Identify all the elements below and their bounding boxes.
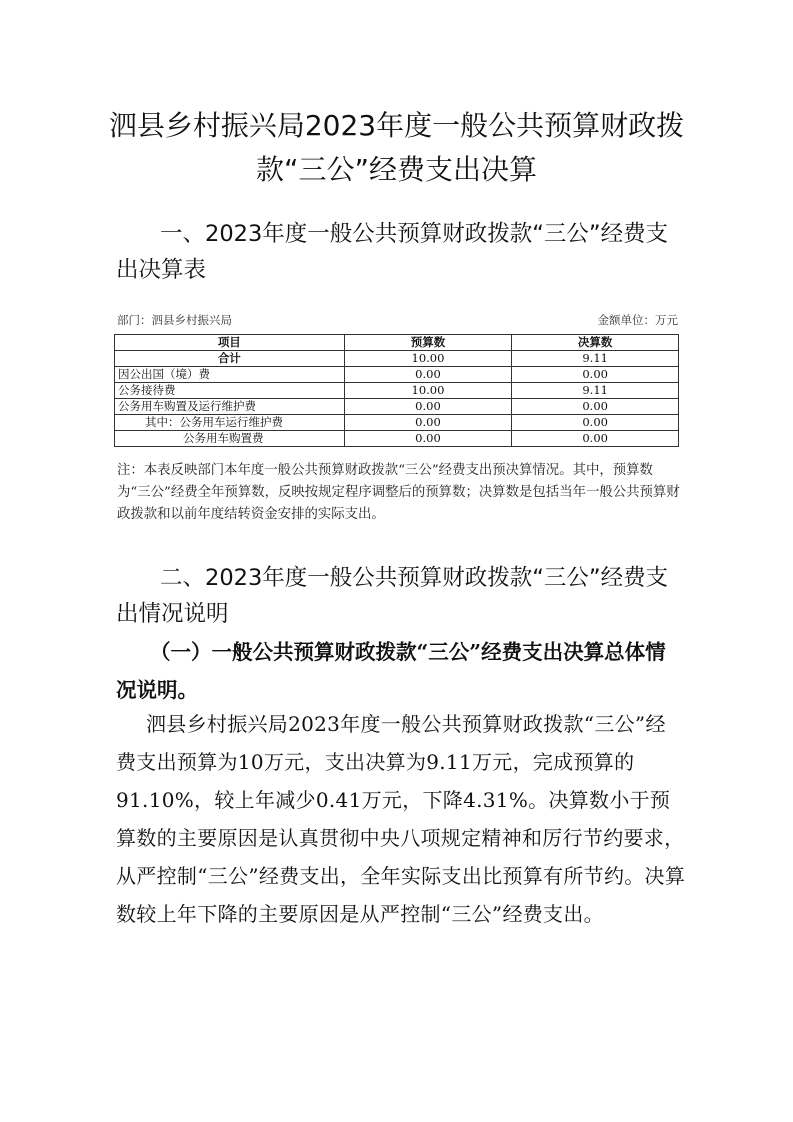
- row-final: 0.00: [512, 415, 679, 431]
- table-note: 注：本表反映部门本年度一般公共预算财政拨款“三公”经费支出预决算情况。其中，预算数为“三公”经费全年预算数，反映按规定程序调整后的预算数；决算数是包括当年一般公共预算财政拨款和以前年度结转资金安排的实际支出。: [117, 463, 680, 522]
- row-final: 0.00: [512, 399, 679, 415]
- header-item: 项目: [115, 335, 345, 351]
- table-row: [115, 367, 679, 383]
- table-row: [115, 415, 679, 431]
- row-budget: 0.00: [344, 415, 512, 431]
- budget-table: [114, 334, 679, 447]
- row-budget: 10.00: [344, 351, 512, 367]
- row-item: 合计: [115, 351, 345, 367]
- table-row: [115, 431, 679, 447]
- row-item: 因公出国（境）费: [115, 367, 345, 383]
- subsection1-heading: （一）一般公共预算财政拨款“三公”经费支出决算总体情况说明。: [116, 640, 666, 702]
- table-unit: 金额单位：万元: [597, 313, 678, 327]
- document-title: 泗县乡村振兴局2023年度一般公共预算财政拨款“三公”经费支出决算: [108, 109, 685, 186]
- header-budget: 预算数: [344, 335, 512, 351]
- body-paragraph: 泗县乡村振兴局2023年度一般公共预算财政拨款“三公”经费支出预算为10万元，支出决算为9.11万元，完成预算的91.10%，较上年减少0.41万元，下降4.31%。决算数小于预算数的主要原因是认真贯彻中央八项规定精神和厉行节约要求，从严控制“三公”经费支出，全年实际支出比预算有所节约。决算数较上年下降的主要原因是从严控制“三公”经费支出。: [116, 712, 686, 926]
- row-budget: 10.00: [344, 383, 512, 399]
- section2-heading: 二、2023年度一般公共预算财政拨款“三公”经费支出情况说明: [116, 565, 669, 627]
- row-item: 公务接待费: [115, 383, 345, 399]
- row-final: 0.00: [512, 367, 679, 383]
- table-row: [115, 383, 679, 399]
- table-row: [115, 399, 679, 415]
- table-header-row: [115, 335, 679, 351]
- row-item: 公务用车购置费: [115, 431, 345, 447]
- table-department: 部门：泗县乡村振兴局: [117, 313, 232, 327]
- row-final: 9.11: [512, 383, 679, 399]
- row-final: 0.00: [512, 431, 679, 447]
- row-budget: 0.00: [344, 367, 512, 383]
- row-budget: 0.00: [344, 431, 512, 447]
- row-item: 其中：公务用车运行维护费: [115, 415, 345, 431]
- row-final: 9.11: [512, 351, 679, 367]
- table-row: [115, 351, 679, 367]
- row-budget: 0.00: [344, 399, 512, 415]
- header-final: 决算数: [512, 335, 679, 351]
- row-item: 公务用车购置及运行维护费: [115, 399, 345, 415]
- section1-heading: 一、2023年度一般公共预算财政拨款“三公”经费支出决算表: [116, 221, 669, 283]
